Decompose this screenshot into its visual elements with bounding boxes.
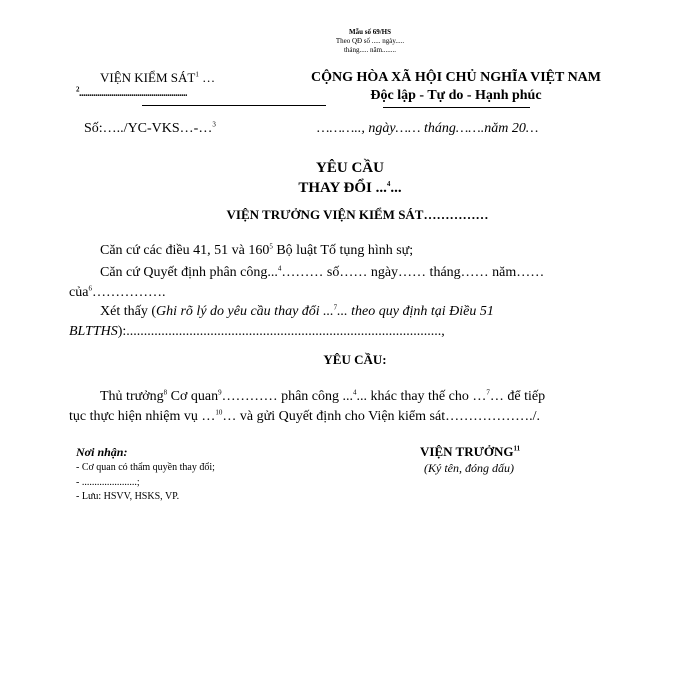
basis-paragraph-2: [100, 262, 544, 283]
text-run: … để tiếp: [489, 389, 546, 404]
footnote-ref: 4: [386, 180, 391, 188]
document-number: [84, 121, 216, 137]
footnote-ref: 2: [76, 85, 79, 94]
footnote-ref: 5: [269, 242, 273, 251]
text-run: ……… số…… ngày…… tháng…… năm……: [281, 265, 545, 280]
footnote-ref: 11: [513, 444, 521, 453]
basis-paragraph-1: [100, 240, 413, 261]
agency-underline: [142, 105, 326, 106]
agency-line2-dots: ......................................................: [79, 88, 187, 99]
text-run: Thủ trưởng: [100, 389, 164, 404]
footnote-ref: 7: [486, 388, 490, 397]
document-date: ……….., ngày…… tháng…….năm 20…: [317, 121, 539, 136]
text-run: … và gửi Quyết định cho Viện kiểm sát………………./.: [222, 409, 540, 424]
request-paragraph: [100, 386, 545, 407]
motto-underline: [383, 107, 530, 108]
text-run: Căn cứ các điều 41, 51 và 160: [100, 243, 270, 258]
text-run: Xét thấy (: [100, 304, 156, 319]
title-prefix: THAY ĐỔI ...: [298, 180, 387, 196]
footnote-ref: 6: [88, 284, 92, 293]
form-code-number: Mẫu số 69/HS: [348, 28, 391, 36]
text-run: Cơ quan: [167, 389, 219, 404]
text-run: của: [69, 285, 89, 300]
footnote-ref: 10: [215, 408, 223, 417]
document-title: YÊU CẦU: [316, 160, 384, 176]
footnote-ref: 4: [277, 264, 282, 273]
request-heading: YÊU CẦU:: [323, 352, 387, 367]
nation-motto: Độc lập - Tự do - Hạnh phúc: [370, 88, 542, 103]
agency-name: [100, 70, 215, 86]
agency-suffix: …: [198, 70, 216, 85]
agency-line2: [76, 85, 187, 99]
reason-paragraph: [100, 301, 494, 322]
recipient-line: - Cơ quan có thẩm quyền thay đổi;: [76, 462, 215, 473]
footnote-ref: 3: [212, 120, 216, 129]
issuer-heading: VIỆN TRƯỞNG VIỆN KIỂM SÁT……………: [226, 207, 489, 222]
recipients-title: Nơi nhận:: [76, 445, 128, 459]
text-run-italic: Ghi rõ lý do yêu cầu thay đổi ...: [155, 304, 334, 319]
footnote-ref: 9: [218, 388, 222, 397]
footnote-ref: 8: [163, 388, 168, 397]
signer-title-text: VIỆN TRƯỞNG: [420, 444, 514, 459]
title-suffix: ...: [390, 180, 402, 196]
signer-title: [420, 444, 520, 460]
document-number-text: Số:…../YC-VKS…-…: [84, 121, 213, 136]
text-run-italic: BLTTHS: [69, 324, 118, 339]
text-run: …………….: [91, 285, 166, 300]
text-run: tục thực hiện nhiệm vụ …: [69, 409, 216, 424]
form-code-decision: Theo QĐ số ..... ngày.....: [335, 37, 405, 45]
document-title-sub: [0, 180, 700, 197]
request-paragraph-cont: [69, 406, 540, 427]
text-run: ………… phân công ...: [221, 389, 354, 404]
footnote-ref: 4: [353, 388, 357, 397]
text-run: ):..........................................................................................,: [117, 324, 445, 339]
basis-paragraph-2-cont: [69, 282, 165, 303]
form-code-date: tháng..... năm........: [343, 46, 397, 54]
nation-title: CỘNG HÒA XÃ HỘI CHỦ NGHĨA VIỆT NAM: [310, 70, 601, 85]
text-run-italic: ... theo quy định tại Điều 51: [337, 304, 494, 319]
form-code: [0, 28, 700, 55]
text-run: Bộ luật Tố tụng hình sự;: [272, 243, 414, 258]
signature-note: (Ký tên, đóng dấu): [424, 461, 514, 475]
recipient-line: - ......................;: [76, 477, 140, 488]
recipient-line: - Lưu: HSVV, HSKS, VP.: [76, 491, 180, 502]
footnote-ref: 7: [333, 303, 338, 312]
text-run: Căn cứ Quyết định phân công...: [100, 265, 278, 280]
text-run: ... khác thay thế cho …: [356, 389, 487, 404]
footnote-ref: 1: [195, 70, 199, 79]
reason-paragraph-cont: [69, 321, 445, 342]
agency-label: VIỆN KIỂM SÁT: [100, 70, 196, 85]
